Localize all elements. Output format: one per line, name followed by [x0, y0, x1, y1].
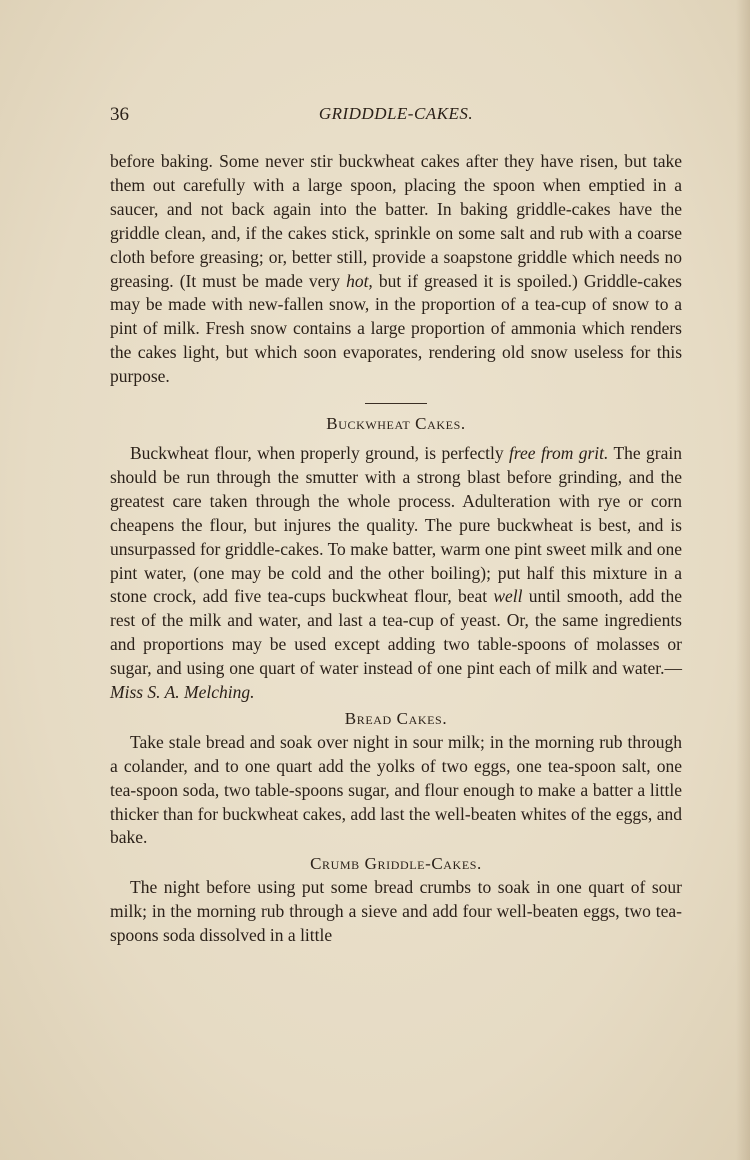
page-number: 36	[110, 104, 129, 125]
intro-text-1: before baking. Some never stir buckwheat cakes after they have risen, but take them out carefully with a large spoon, placing the spoon when emptied in a saucer, and not back again into the batter. In baking griddle-cakes have the griddle clean, and, if the cakes stick, sprinkle on some salt and rub with a coarse cloth before greasing; or, better still, provide a soapstone griddle which needs no greasing. (It must be made very	[110, 151, 682, 291]
bread-paragraph: Take stale bread and soak over night in sour milk; in the morning rub through a colander, and to one quart add the yolks of two eggs, one tea-spoon salt, one tea-spoon soda, two table-spoons sugar, and flour enough to make a batter a little thicker than for buckwheat cakes, add last the well-beaten whites of the eggs, and bake.	[110, 731, 682, 848]
page-body	[110, 150, 682, 948]
buckwheat-heading: Buckwheat Cakes.	[326, 414, 466, 434]
running-head: GRIDDDLE-CAKES.	[318, 104, 474, 123]
crumb-heading: Crumb Griddle-Cakes.	[310, 854, 482, 874]
buckwheat-text-1: Buckwheat flour, when properly ground, is perfectly	[130, 442, 510, 463]
buckwheat-emphasis-2: well	[493, 586, 523, 607]
page-header	[110, 104, 682, 130]
intro-paragraph	[110, 150, 682, 389]
intro-emphasis: hot,	[346, 270, 373, 291]
buckwheat-text-3: until smooth, add the rest of the milk and water, and last a tea-cup of yeast. Or, the same ingredients and proportions may be used except adding two table-spoons of molasses or sugar, and using one quart of water instead of one pint each of milk and water.—	[110, 586, 682, 679]
bread-heading: Bread Cakes.	[344, 708, 448, 728]
section-divider	[365, 403, 427, 404]
buckwheat-paragraph	[110, 442, 682, 705]
buckwheat-text-2: The grain should be run through the smutter with a strong blast before grinding, and the greatest care taken through the whole process. Adulteration with rye or corn cheapens the flour, but injures the quality. The pure buckwheat is best, and is unsurpassed for griddle-cakes. To make batter, warm one pint sweet milk and one pint water, (one may be cold and the other boiling); put half this mixture in a stone crock, add five tea-cups buckwheat flour, beat	[110, 442, 682, 607]
crumb-paragraph: The night before using put some bread crumbs to soak in one quart of sour milk; in the morning rub through a sieve and add four well-beaten eggs, two tea-spoons soda dissolved in a little	[110, 877, 682, 946]
buckwheat-author: Miss S. A. Melching.	[110, 682, 255, 703]
buckwheat-emphasis-1: free from grit.	[509, 442, 609, 463]
intro-text-2: but if greased it is spoiled.) Griddle-cakes may be made with new-fallen snow, in the proportion of a tea-cup of snow to a pint of milk. Fresh snow contains a large proportion of ammonia which renders the cakes light, but which soon evaporates, rendering old snow useless for this purpose.	[110, 270, 682, 387]
